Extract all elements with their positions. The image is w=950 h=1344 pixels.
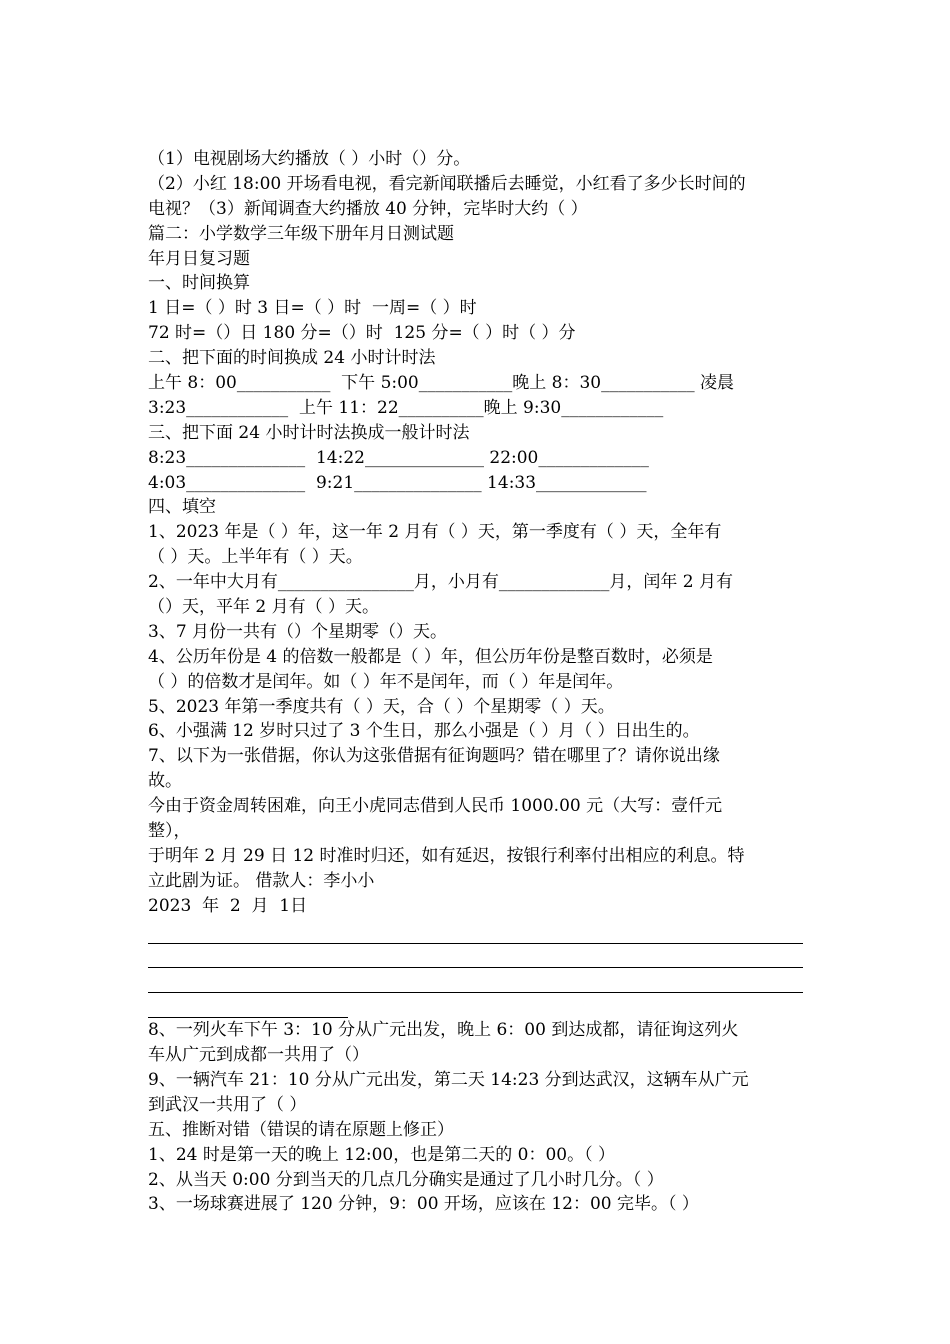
text-line: 1 日=（ ）时 3 日=（ ）时 一周=（ ）时 xyxy=(148,298,477,319)
text-line: 8、一列火车下午 3：10 分从广元出发，晚上 6：00 到达成都，请征询这列火 xyxy=(148,1020,739,1041)
text-line: 3、一场球赛进展了 120 分钟，9：00 开场，应该在 12：00 完毕。（ ） xyxy=(148,1194,699,1215)
text-line: （）天，平年 2 月有（ ）天。 xyxy=(148,597,380,618)
text-line: 于明年 2 月 29 日 12 时准时归还，如有延迟，按银行利率付出相应的利息。特 xyxy=(148,845,745,866)
text-line: 3:23____________ 上午 11：22__________晚上 9:30____________ xyxy=(148,397,664,418)
text-line: （1）电视剧场大约播放（ ）小时（）分。 xyxy=(148,149,471,169)
text-line: 72 时=（）日 180 分=（）时 125 分=（ ）时（ ）分 xyxy=(148,323,576,344)
text-line: 2、一年中大月有________________月，小月有_____________月，闰年 2 月有 xyxy=(148,572,733,593)
text-line: （ ）的倍数才是闰年。如（ ）年不是闰年，而（ ）年是闰年。 xyxy=(148,671,624,692)
text-line: 3、7 月份一共有（）个星期零（）天。 xyxy=(148,621,448,642)
text-line: 5、2023 年第一季度共有（ ）天，合（ ）个星期零（ ）天。 xyxy=(148,696,615,717)
text-line: 6、小强满 12 岁时只过了 3 个生日，那么小强是（ ）月（ ）日出生的。 xyxy=(148,721,700,742)
text-line: （ ）天。上半年有（ ）天。 xyxy=(148,547,363,568)
text-line: 故。 xyxy=(148,771,182,792)
text-line: （2）小红 18:00 开场看电视，看完新闻联播后去睡觉，小红看了多少长时间的 xyxy=(148,173,746,194)
answer-line xyxy=(148,919,803,944)
text-line: 2、从当天 0:00 分到当天的几点几分确实是通过了几小时几分。（ ） xyxy=(148,1169,664,1190)
text-line: 1、2023 年是（ ）年，这一年 2 月有（ ）天，第一季度有（ ）天，全年有 xyxy=(148,522,722,543)
text-line: 整）， xyxy=(148,821,191,842)
answer-line xyxy=(148,993,348,1018)
text-line: 上午 8：00___________ 下午 5:00___________晚上 8：30___________ 凌晨 xyxy=(148,373,734,394)
text-line: 电视？（3）新闻调查大约播放 40 分钟，完毕时大约（ ） xyxy=(148,198,588,219)
text-line: 立此剧为证。 借款人：李小小 xyxy=(148,870,375,891)
section-heading: 四、填空 xyxy=(148,497,216,518)
answer-line xyxy=(148,944,803,969)
section-title: 篇二：小学数学三年级下册年月日测试题 xyxy=(148,223,454,244)
text-line: 4:03______________ 9:21_______________ 14:33_____________ xyxy=(148,472,647,493)
text-line: 9、一辆汽车 21：10 分从广元出发，第二天 14:23 分到达武汉，这辆车从广元 xyxy=(148,1069,749,1090)
document-page xyxy=(148,147,803,1217)
section-heading: 一、时间换算 xyxy=(148,273,250,294)
text-line: 今由于资金周转困难，向王小虎同志借到人民币 1000.00 元（大写：壹仟元 xyxy=(148,796,723,817)
text-line: 7、以下为一张借据，你认为这张借据有征询题吗？错在哪里了？请你说出缘 xyxy=(148,746,720,767)
date-line: 2023 年 2 月 1日 xyxy=(148,895,308,916)
text-line: 8:23______________ 14:22______________ 22:00_____________ xyxy=(148,447,649,468)
section-heading: 三、把下面 24 小时计时法换成一般计时法 xyxy=(148,422,470,443)
text-line: 4、公历年份是 4 的倍数一般都是（ ）年，但公历年份是整百数时，必须是 xyxy=(148,646,713,667)
worksheet-title: 年月日复习题 xyxy=(148,248,250,269)
section-heading: 二、把下面的时间换成 24 小时计时法 xyxy=(148,348,436,369)
text-line: 到武汉一共用了（ ） xyxy=(148,1094,307,1115)
text-line: 车从广元到成都一共用了（） xyxy=(148,1045,369,1066)
text-line: 1、24 时是第一天的晚上 12:00，也是第二天的 0：00。（ ） xyxy=(148,1144,616,1165)
answer-line xyxy=(148,968,803,993)
section-heading: 五、推断对错（错误的请在原题上修正） xyxy=(148,1119,454,1140)
